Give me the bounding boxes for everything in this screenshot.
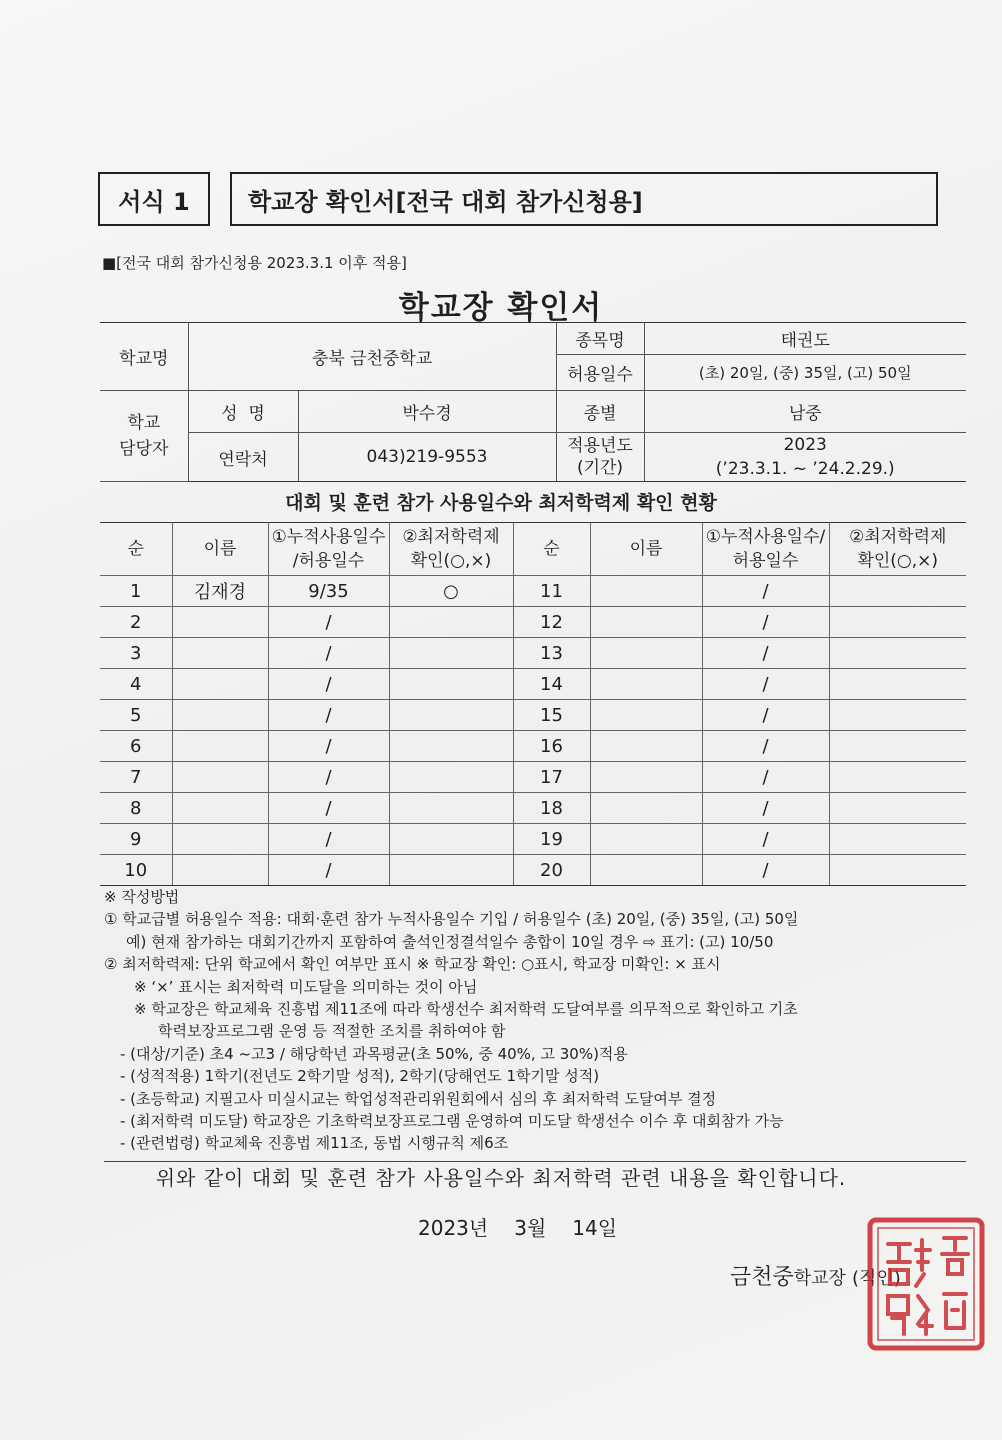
manager-label: 학교 담당자: [100, 391, 188, 482]
name-label: 성 명: [188, 391, 298, 433]
header-no: 순: [100, 523, 172, 576]
row-name-2: [590, 669, 702, 700]
usage-table: [100, 522, 966, 886]
row-check-2: [829, 669, 966, 700]
row-check-2: [829, 607, 966, 638]
row-name-2: [590, 762, 702, 793]
instruction-line: 학력보장프로그램 운영 등 적절한 조치를 취하여야 함: [158, 1022, 506, 1041]
date-year: 2023년: [418, 1216, 489, 1240]
instruction-line: ※ 학교장은 학교체육 진흥법 제11조에 따라 학생선수 최저학력 도달여부를 의무적으로 확인하고 기초: [134, 1000, 798, 1019]
row-no: 3: [100, 638, 172, 669]
row-check: [389, 638, 513, 669]
date-day: 14일: [572, 1216, 618, 1240]
header-check-2: ②최저학력제 확인(○,×): [829, 523, 966, 576]
section-title: 대회 및 훈련 참가 사용일수와 최저학력제 확인 현황: [285, 492, 717, 514]
row-check: [389, 762, 513, 793]
row-no: 2: [100, 607, 172, 638]
sport-label: 종목명: [556, 323, 644, 355]
row-days: /: [268, 638, 389, 669]
row-check: [389, 855, 513, 886]
signature-seal-note: (직인): [851, 1268, 901, 1289]
row-name-2: [590, 607, 702, 638]
row-name: [172, 793, 268, 824]
row-days-2: /: [702, 576, 829, 607]
row-days-2: /: [702, 855, 829, 886]
sport-value: 태권도: [644, 323, 966, 355]
signature-school: 금천중: [730, 1265, 794, 1290]
category-label: 종별: [556, 391, 644, 433]
row-days-2: /: [702, 762, 829, 793]
instruction-line: - (대상/기준) 초4 ~고3 / 해당학년 과목평균(초 50%, 중 40%, 고 30%)적용: [120, 1044, 628, 1063]
year-label: 적용년도 (기간): [556, 433, 644, 482]
row-name: [172, 700, 268, 731]
row-name: [172, 669, 268, 700]
row-check-2: [829, 731, 966, 762]
application-notice: ■[전국 대회 참가신청용 2023.3.1 이후 적용]: [102, 254, 407, 272]
date-month: 3월: [514, 1216, 547, 1240]
header-name: 이름: [172, 523, 268, 576]
row-no: 10: [100, 855, 172, 886]
instruction-line: 예) 현재 참가하는 대회기간까지 포함하여 출석인정결석일수 총합이 10일 경우 ⇨ 표기: (고) 10/50: [126, 932, 774, 951]
row-check-2: [829, 576, 966, 607]
row-no-2: 14: [513, 669, 590, 700]
instruction-line: - (관련법령) 학교체육 진흥법 제11조, 동법 시행규칙 제6조: [120, 1134, 509, 1153]
header-check: ②최저학력제 확인(○,×): [389, 523, 513, 576]
school-name-label: 학교명: [100, 323, 188, 391]
row-check-2: [829, 700, 966, 731]
row-days-2: /: [702, 824, 829, 855]
usage-row: [100, 762, 966, 793]
document-title: 학교장 확인서: [398, 290, 604, 326]
row-no-2: 12: [513, 607, 590, 638]
row-name-2: [590, 700, 702, 731]
usage-row: [100, 793, 966, 824]
row-check-2: [829, 855, 966, 886]
instruction-line: ② 최저학력제: 단위 학교에서 확인 여부만 표시 ※ 학교장 확인: ○표시, 학교장 미확인: × 표시: [104, 955, 721, 974]
usage-row: [100, 576, 966, 607]
row-days-2: /: [702, 793, 829, 824]
row-no-2: 19: [513, 824, 590, 855]
header-days-2: ①누적사용일수/ 허용일수: [702, 523, 829, 576]
row-check: [389, 700, 513, 731]
row-name: [172, 762, 268, 793]
instruction-line: - (초등학교) 지필고사 미실시교는 학업성적관리위원회에서 심의 후 최저학력 도달여부 결정: [120, 1089, 717, 1108]
row-days: /: [268, 700, 389, 731]
form-title: 학교장 확인서[전국 대회 참가신청용]: [230, 172, 938, 226]
header-name-2: 이름: [590, 523, 702, 576]
instruction-line: ① 학교급별 허용일수 적용: 대회·훈련 참가 누적사용일수 기입 / 허용일수 (초) 20일, (중) 35일, (고) 50일: [104, 910, 799, 929]
row-name-2: [590, 824, 702, 855]
row-days-2: /: [702, 700, 829, 731]
header-no-2: 순: [513, 523, 590, 576]
signature-role: 학교장: [793, 1268, 846, 1289]
row-name: [172, 824, 268, 855]
row-no: 1: [100, 576, 172, 607]
row-no: 5: [100, 700, 172, 731]
row-check: ○: [389, 576, 513, 607]
row-check: [389, 669, 513, 700]
row-no-2: 17: [513, 762, 590, 793]
row-name: [172, 855, 268, 886]
row-check-2: [829, 638, 966, 669]
row-days: /: [268, 855, 389, 886]
row-no: 7: [100, 762, 172, 793]
row-no-2: 13: [513, 638, 590, 669]
row-check-2: [829, 793, 966, 824]
usage-row: [100, 855, 966, 886]
row-name-2: [590, 793, 702, 824]
row-days-2: /: [702, 669, 829, 700]
form-label: 서식 1: [98, 172, 210, 226]
row-days-2: /: [702, 607, 829, 638]
row-name-2: [590, 855, 702, 886]
official-seal-stamp: [864, 1214, 988, 1354]
issue-date: [418, 1212, 643, 1241]
row-no-2: 15: [513, 700, 590, 731]
row-days: /: [268, 793, 389, 824]
row-days: /: [268, 731, 389, 762]
row-days: /: [268, 607, 389, 638]
period-value: (’23.3.1. ~ ’24.2.29.): [715, 459, 895, 479]
instruction-line: - (성적적용) 1학기(전년도 2학기말 성적), 2학기(당해연도 1학기말 성적): [120, 1067, 600, 1086]
year-value: 2023: [783, 435, 827, 455]
instruction-line: - (최저학력 미도달) 학교장은 기초학력보장프로그램 운영하여 미도달 학생선수 이수 후 대회참가 가능: [120, 1112, 784, 1131]
row-name: [172, 731, 268, 762]
usage-row: [100, 824, 966, 855]
row-days: 9/35: [268, 576, 389, 607]
usage-table-header: [100, 523, 966, 576]
usage-row: [100, 700, 966, 731]
row-name-2: [590, 638, 702, 669]
row-name: [172, 607, 268, 638]
contact-label: 연락처: [188, 433, 298, 482]
name-value: 박수경: [298, 391, 556, 433]
instructions: [104, 886, 974, 1155]
year-cell: [644, 433, 966, 482]
allowed-days-value: (초) 20일, (중) 35일, (고) 50일: [644, 355, 966, 391]
usage-row: [100, 638, 966, 669]
school-name-value: 충북 금천중학교: [188, 323, 556, 391]
row-name-2: [590, 576, 702, 607]
usage-row: [100, 669, 966, 700]
row-days: /: [268, 762, 389, 793]
row-name-2: [590, 731, 702, 762]
usage-row: [100, 607, 966, 638]
row-check-2: [829, 824, 966, 855]
row-no-2: 20: [513, 855, 590, 886]
row-no-2: 18: [513, 793, 590, 824]
row-check: [389, 607, 513, 638]
row-no: 8: [100, 793, 172, 824]
row-no: 6: [100, 731, 172, 762]
confirmation-statement: 위와 같이 대회 및 훈련 참가 사용일수와 최저학력 관련 내용을 확인합니다.: [155, 1166, 847, 1190]
instruction-line: ※ 작성방법: [104, 888, 180, 906]
row-name: 김재경: [172, 576, 268, 607]
row-no: 4: [100, 669, 172, 700]
row-no-2: 11: [513, 576, 590, 607]
row-check-2: [829, 762, 966, 793]
row-check: [389, 731, 513, 762]
header-days: ①누적사용일수 /허용일수: [268, 523, 389, 576]
allowed-days-label: 허용일수: [556, 355, 644, 391]
category-value: 남중: [644, 391, 966, 433]
row-check: [389, 824, 513, 855]
row-check: [389, 793, 513, 824]
row-no-2: 16: [513, 731, 590, 762]
school-info-table: [100, 322, 966, 482]
row-name: [172, 638, 268, 669]
row-days: /: [268, 669, 389, 700]
row-days-2: /: [702, 731, 829, 762]
usage-row: [100, 731, 966, 762]
row-days-2: /: [702, 638, 829, 669]
instruction-line: ※ ‘×’ 표시는 최저학력 미도달을 의미하는 것이 아님: [134, 977, 478, 996]
row-days: /: [268, 824, 389, 855]
contact-value: 043)219-9553: [298, 433, 556, 482]
row-no: 9: [100, 824, 172, 855]
